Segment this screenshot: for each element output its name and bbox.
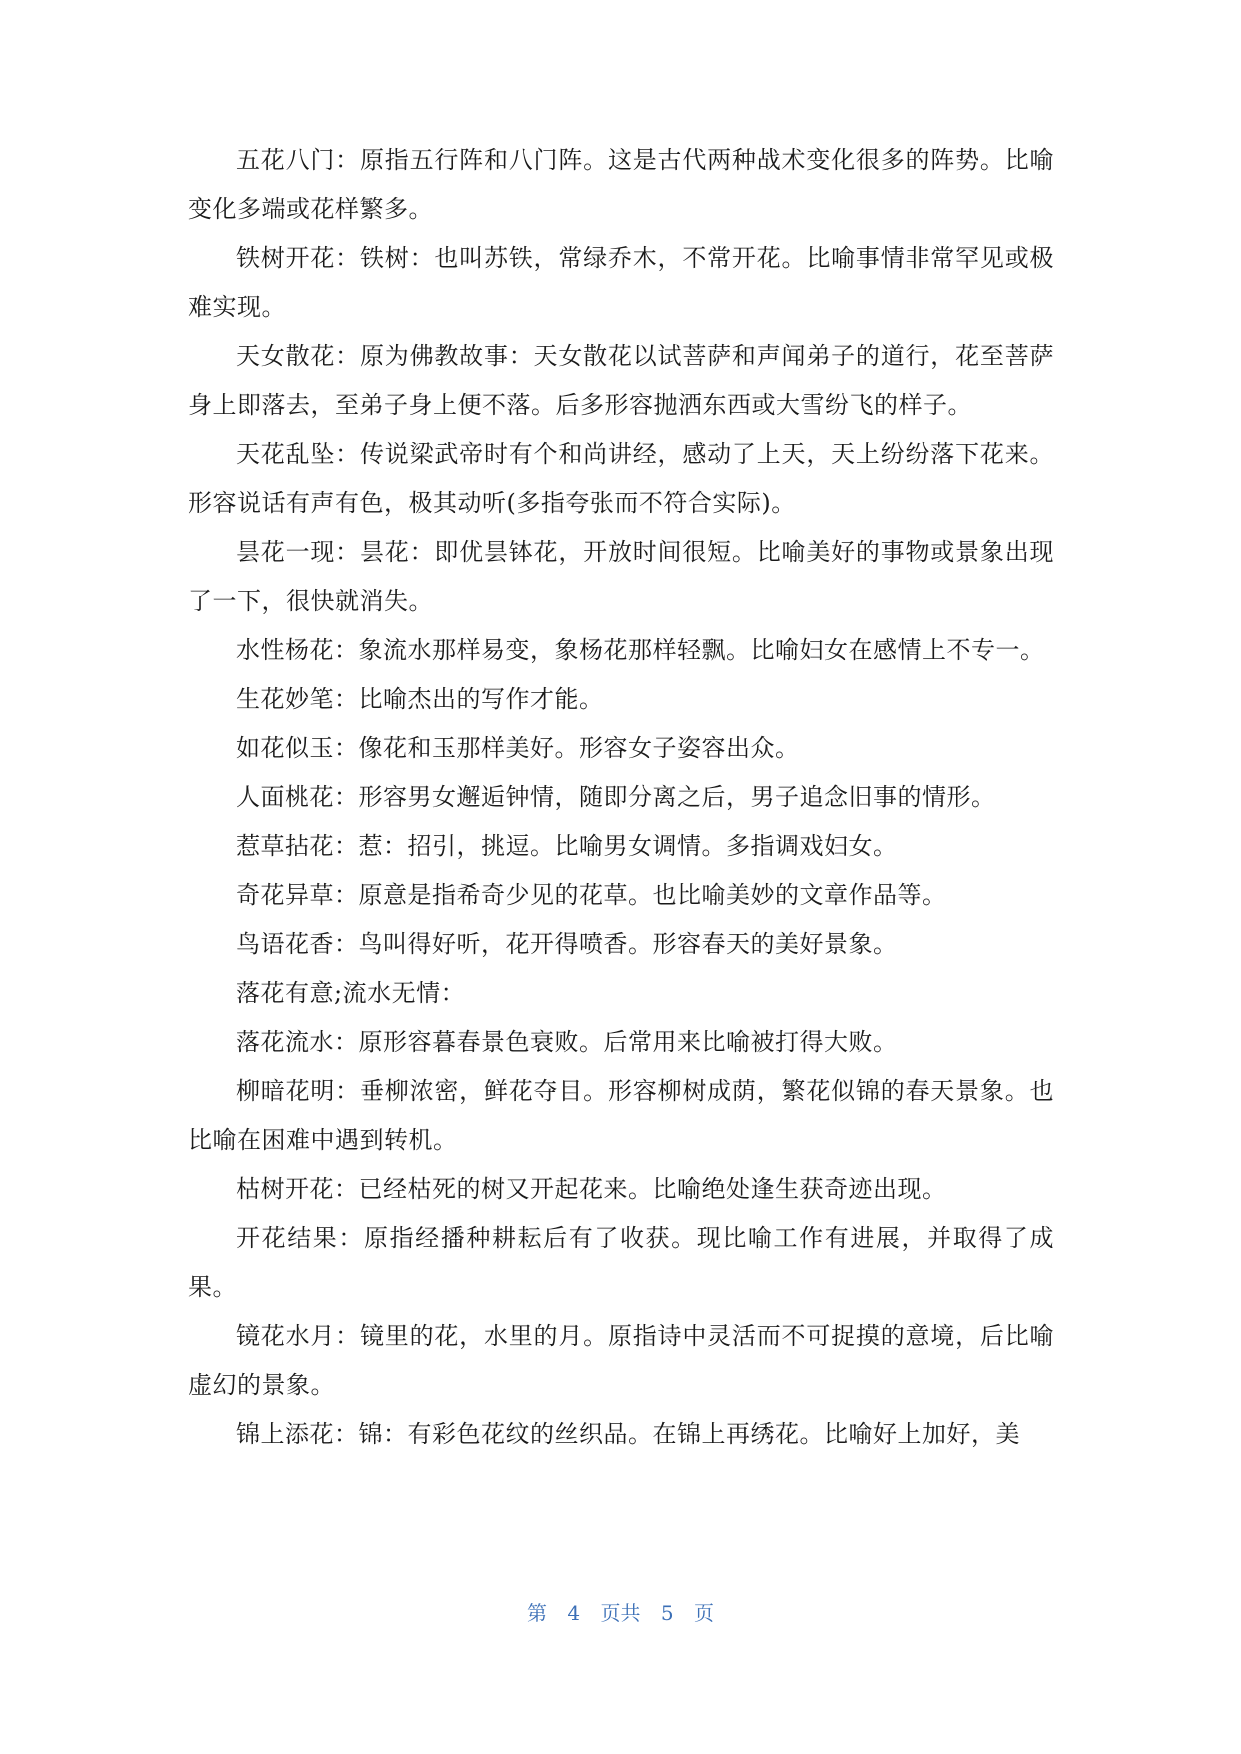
paragraph-luohualiushui: 落花流水：原形容暮春景色衰败。后常用来比喻被打得大败。 xyxy=(236,1028,898,1056)
paragraph-tieshukaihua: 铁树开花：铁树：也叫苏铁，常绿乔木，不常开花。比喻事情非常罕见或极难实现。 xyxy=(188,244,1054,321)
paragraph-tianhualuanzhui: 天花乱坠：传说梁武帝时有个和尚讲经，感动了上天，天上纷纷落下花来。形容说话有声有色，极其动听(多指夸张而不符合实际)。 xyxy=(188,440,1054,517)
paragraph-wuhuabamen: 五花八门：原指五行阵和八门阵。这是古代两种战术变化很多的阵势。比喻变化多端或花样繁多。 xyxy=(188,146,1054,223)
paragraph-jinshangtianhua: 锦上添花：锦：有彩色花纹的丝织品。在锦上再绣花。比喻好上加好，美 xyxy=(236,1420,1020,1448)
paragraph-ruhuasiyu: 如花似玉：像花和玉那样美好。形容女子姿容出众。 xyxy=(236,734,800,762)
paragraph-renmiantaohua: 人面桃花：形容男女邂逅钟情，随即分离之后，男子追念旧事的情形。 xyxy=(236,783,996,811)
footer-prefix: 第 xyxy=(527,1601,548,1625)
paragraph-tiannvsanhua: 天女散花：原为佛教故事：天女散花以试菩萨和声闻弟子的道行，花至菩萨身上即落去，至弟子身上便不落。后多形容抛洒东西或大雪纷飞的样子。 xyxy=(188,342,1054,419)
paragraph-shenghuamiaobi: 生花妙笔：比喻杰出的写作才能。 xyxy=(236,685,604,713)
paragraph-liuanhuaming: 柳暗花明：垂柳浓密，鲜花夺目。形容柳树成荫，繁花似锦的春天景象。也比喻在困难中遇到转机。 xyxy=(188,1077,1054,1154)
paragraph-recaonianhua: 惹草拈花：惹：招引，挑逗。比喻男女调情。多指调戏妇女。 xyxy=(236,832,898,860)
footer-middle: 页共 xyxy=(600,1601,641,1625)
paragraph-luohuayouyi: 落花有意;流水无情： xyxy=(236,979,466,1007)
footer-suffix: 页 xyxy=(693,1601,714,1625)
total-pages-number: 5 xyxy=(660,1601,674,1625)
paragraph-kaihuajieguo: 开花结果：原指经播种耕耘后有了收获。现比喻工作有进展，并取得了成果。 xyxy=(188,1224,1054,1301)
paragraph-kushukaihua: 枯树开花：已经枯死的树又开起花来。比喻绝处逢生获奇迹出现。 xyxy=(236,1175,947,1203)
paragraph-niaoyuhuaxiang: 鸟语花香：鸟叫得好听，花开得喷香。形容春天的美好景象。 xyxy=(236,930,898,958)
current-page-number: 4 xyxy=(567,1601,581,1625)
paragraph-jinghuashuiyue: 镜花水月：镜里的花，水里的月。原指诗中灵活而不可捉摸的意境，后比喻虚幻的景象。 xyxy=(188,1322,1054,1399)
document-body xyxy=(188,136,1054,1459)
page-footer xyxy=(0,1598,1241,1628)
paragraph-qihuayicao: 奇花异草：原意是指希奇少见的花草。也比喻美妙的文章作品等。 xyxy=(236,881,947,909)
paragraph-shuixingyanghua: 水性杨花：象流水那样易变，象杨花那样轻飘。比喻妇女在感情上不专一。 xyxy=(236,636,1045,664)
paragraph-tanhuayixian: 昙花一现：昙花：即优昙钵花，开放时间很短。比喻美好的事物或景象出现了一下，很快就消失。 xyxy=(188,538,1054,615)
